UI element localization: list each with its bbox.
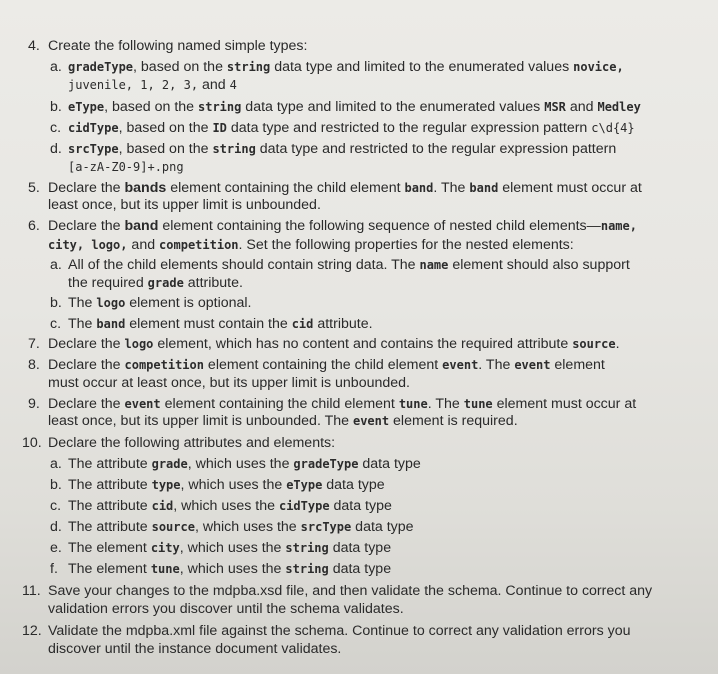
list-item bbox=[50, 140, 616, 158]
item-text: element containing the following sequence of nested child elements— bbox=[158, 218, 601, 234]
item-text: , based on the bbox=[118, 141, 213, 157]
item-text: Declare the following attributes and elements: bbox=[48, 435, 336, 451]
item-text: , which uses the bbox=[173, 498, 279, 514]
item-text: data type bbox=[351, 519, 414, 535]
item-text: Declare the bbox=[48, 357, 125, 373]
list-item-continuation bbox=[68, 158, 184, 176]
item-number: 8. bbox=[28, 357, 40, 373]
code-term: cid bbox=[291, 317, 314, 331]
item-number: 5. bbox=[28, 180, 40, 196]
item-text: validation errors you discover until the schema validates. bbox=[48, 601, 404, 617]
item-text: and bbox=[198, 77, 230, 93]
item-text: , which uses the bbox=[187, 456, 294, 472]
code-term: event bbox=[442, 358, 479, 372]
code-term: gradeType bbox=[68, 60, 134, 74]
item-text: . The bbox=[427, 396, 464, 412]
item-number: c. bbox=[50, 498, 62, 514]
item-number: d. bbox=[50, 519, 62, 535]
code-term: MSR bbox=[544, 100, 566, 114]
list-item-continuation bbox=[48, 640, 341, 658]
code-term: source bbox=[151, 520, 195, 534]
code-term: novice, bbox=[573, 60, 624, 74]
list-item-continuation bbox=[48, 196, 321, 214]
list-item bbox=[50, 98, 641, 116]
code-term: srcType bbox=[68, 142, 119, 156]
item-text: least once, but its upper limit is unbounded. The bbox=[48, 413, 353, 429]
code-term: event bbox=[352, 414, 390, 428]
item-text: , based on the bbox=[104, 99, 198, 115]
item-text: . The bbox=[433, 180, 470, 196]
list-item bbox=[50, 256, 630, 274]
item-text: , which uses the bbox=[179, 561, 286, 577]
item-text: element containing the child element bbox=[166, 180, 405, 196]
item-number: 10. bbox=[22, 435, 42, 451]
list-item-continuation bbox=[48, 600, 404, 618]
item-text: element is optional. bbox=[125, 295, 252, 311]
item-text: element must occur at bbox=[492, 396, 637, 412]
item-text: must occur at least once, but its upper limit is unbounded. bbox=[48, 375, 410, 391]
item-text: , which uses the bbox=[179, 540, 286, 556]
code-term: logo bbox=[96, 296, 126, 310]
item-text: , which uses the bbox=[180, 477, 287, 493]
item-text: element containing the child element bbox=[203, 357, 443, 373]
item-text: Declare the bbox=[48, 336, 125, 352]
list-item bbox=[50, 560, 391, 578]
item-text: attribute. bbox=[183, 275, 243, 291]
code-term: event bbox=[514, 358, 551, 372]
item-text: Create the following named simple types: bbox=[48, 38, 308, 54]
code-term: name, bbox=[600, 219, 637, 233]
code-term: source bbox=[572, 337, 616, 351]
list-item bbox=[28, 217, 637, 235]
item-number: b. bbox=[50, 295, 62, 311]
code-term: juvenile, 1, 2, 3, bbox=[68, 78, 199, 92]
item-text: data type bbox=[328, 561, 392, 577]
item-text: The attribute bbox=[68, 498, 152, 514]
item-text: The attribute bbox=[68, 477, 152, 493]
item-text: and bbox=[565, 99, 598, 115]
item-text: , based on the bbox=[133, 59, 227, 75]
item-text: data type bbox=[329, 498, 392, 514]
item-text: element, which has no content and contains the required attribute bbox=[153, 336, 573, 352]
list-item bbox=[28, 395, 636, 413]
item-text: Save your changes to the mdpba.xsd file, and then validate the schema. Continue to correct any bbox=[48, 583, 653, 599]
item-number: b. bbox=[50, 477, 62, 493]
list-item bbox=[22, 582, 652, 600]
list-item-continuation bbox=[68, 274, 243, 292]
list-item bbox=[50, 294, 251, 312]
item-text: data type and limited to the enumerated values bbox=[241, 99, 545, 115]
item-text: All of the child elements should contain string data. The bbox=[68, 257, 420, 273]
item-text: data type and restricted to the regular expression pattern bbox=[255, 141, 617, 157]
item-text: attribute. bbox=[313, 316, 373, 332]
item-text: element containing the child element bbox=[160, 396, 399, 412]
item-number: 7. bbox=[28, 336, 40, 352]
list-item-continuation bbox=[48, 374, 410, 392]
item-text: the required bbox=[68, 275, 148, 291]
code-term: string bbox=[198, 100, 242, 114]
code-term: eType bbox=[68, 100, 105, 114]
item-text: least once, but its upper limit is unbounded. bbox=[48, 197, 321, 213]
item-text: The bbox=[68, 316, 97, 332]
list-item bbox=[28, 37, 307, 55]
code-term: logo bbox=[124, 337, 154, 351]
list-item bbox=[28, 356, 605, 374]
code-term: c\d{4} bbox=[591, 121, 635, 135]
item-text: data type and restricted to the regular expression pattern bbox=[226, 120, 592, 136]
list-item bbox=[50, 497, 392, 515]
list-item-continuation bbox=[68, 76, 237, 94]
list-item bbox=[22, 434, 335, 452]
code-term: tune bbox=[463, 397, 493, 411]
item-text: data type bbox=[328, 540, 392, 556]
code-term: string bbox=[285, 562, 329, 576]
list-item bbox=[28, 179, 642, 197]
item-text: , which uses the bbox=[194, 519, 301, 535]
item-number: a. bbox=[50, 59, 62, 75]
item-text: The attribute bbox=[68, 456, 152, 472]
code-term: eType bbox=[286, 478, 323, 492]
list-item bbox=[50, 476, 385, 494]
list-item bbox=[50, 119, 635, 137]
code-term: gradeType bbox=[293, 457, 359, 471]
code-term: tune bbox=[150, 562, 180, 576]
item-text: data type bbox=[322, 477, 385, 493]
item-number: b. bbox=[50, 99, 62, 115]
item-text: The attribute bbox=[68, 519, 152, 535]
item-text: . bbox=[615, 336, 620, 352]
item-text: element bbox=[550, 357, 605, 373]
code-term: cidType bbox=[278, 499, 330, 513]
item-text: Declare the bbox=[48, 180, 125, 196]
code-term: Medley bbox=[597, 100, 641, 114]
item-text-bold: bands bbox=[124, 180, 167, 196]
code-term: grade bbox=[151, 457, 188, 471]
code-term: city, logo, bbox=[48, 238, 128, 252]
list-item bbox=[50, 58, 624, 76]
code-term: string bbox=[285, 541, 329, 555]
code-term: grade bbox=[147, 276, 184, 290]
item-text: data type and limited to the enumerated values bbox=[270, 59, 574, 75]
item-number: 6. bbox=[28, 218, 40, 234]
item-text: element must occur at bbox=[498, 180, 642, 196]
item-text: The element bbox=[68, 540, 151, 556]
code-term: band bbox=[96, 317, 126, 331]
item-number: f. bbox=[50, 561, 58, 577]
code-term: band bbox=[469, 181, 499, 195]
item-text-bold: band bbox=[124, 218, 159, 234]
code-term: name bbox=[419, 258, 449, 272]
item-text: Declare the bbox=[48, 218, 125, 234]
code-term: competition bbox=[159, 238, 239, 252]
code-term: string bbox=[226, 60, 271, 74]
item-text: element should also support bbox=[448, 257, 630, 273]
list-item bbox=[28, 335, 620, 353]
item-number: 9. bbox=[28, 396, 40, 412]
item-text: . Set the following properties for the nested elements: bbox=[238, 237, 574, 253]
item-number: 4. bbox=[28, 38, 40, 54]
item-text: element must contain the bbox=[125, 316, 292, 332]
code-term: type bbox=[151, 478, 181, 492]
item-number: 11. bbox=[22, 583, 41, 599]
item-number: 12. bbox=[22, 623, 42, 639]
list-item bbox=[50, 518, 414, 536]
item-text: Declare the bbox=[48, 396, 125, 412]
code-term: 4 bbox=[229, 78, 237, 92]
list-item-continuation bbox=[48, 412, 518, 430]
code-term: string bbox=[212, 142, 256, 156]
code-term: city bbox=[150, 541, 180, 555]
code-term: band bbox=[404, 181, 434, 195]
code-term: cid bbox=[151, 499, 174, 513]
code-term: competition bbox=[124, 358, 204, 372]
item-text: data type bbox=[358, 456, 421, 472]
item-text: discover until the instance document validates. bbox=[48, 641, 342, 657]
item-text: Validate the mdpba.xml file against the schema. Continue to correct any validation errors you bbox=[48, 623, 631, 639]
list-item bbox=[22, 622, 631, 640]
item-text: The bbox=[68, 295, 97, 311]
code-term: event bbox=[124, 397, 161, 411]
item-number: a. bbox=[50, 257, 62, 273]
code-term: srcType bbox=[300, 520, 352, 534]
item-number: d. bbox=[50, 141, 62, 157]
item-text: , based on the bbox=[118, 120, 213, 136]
item-text: . The bbox=[478, 357, 515, 373]
code-term: cidType bbox=[68, 121, 119, 135]
code-term: [a-zA-Z0-9]+.png bbox=[68, 160, 184, 174]
item-text: element is required. bbox=[389, 413, 518, 429]
item-text: The element bbox=[68, 561, 151, 577]
code-term: tune bbox=[398, 397, 428, 411]
list-item bbox=[50, 315, 373, 333]
item-number: c. bbox=[50, 120, 62, 136]
item-text: and bbox=[127, 237, 160, 253]
list-item bbox=[50, 539, 391, 557]
code-term: ID bbox=[212, 121, 227, 135]
list-item-continuation bbox=[48, 236, 574, 254]
item-number: c. bbox=[50, 316, 62, 332]
list-item bbox=[50, 455, 421, 473]
item-number: a. bbox=[50, 456, 62, 472]
item-number: e. bbox=[50, 540, 62, 556]
